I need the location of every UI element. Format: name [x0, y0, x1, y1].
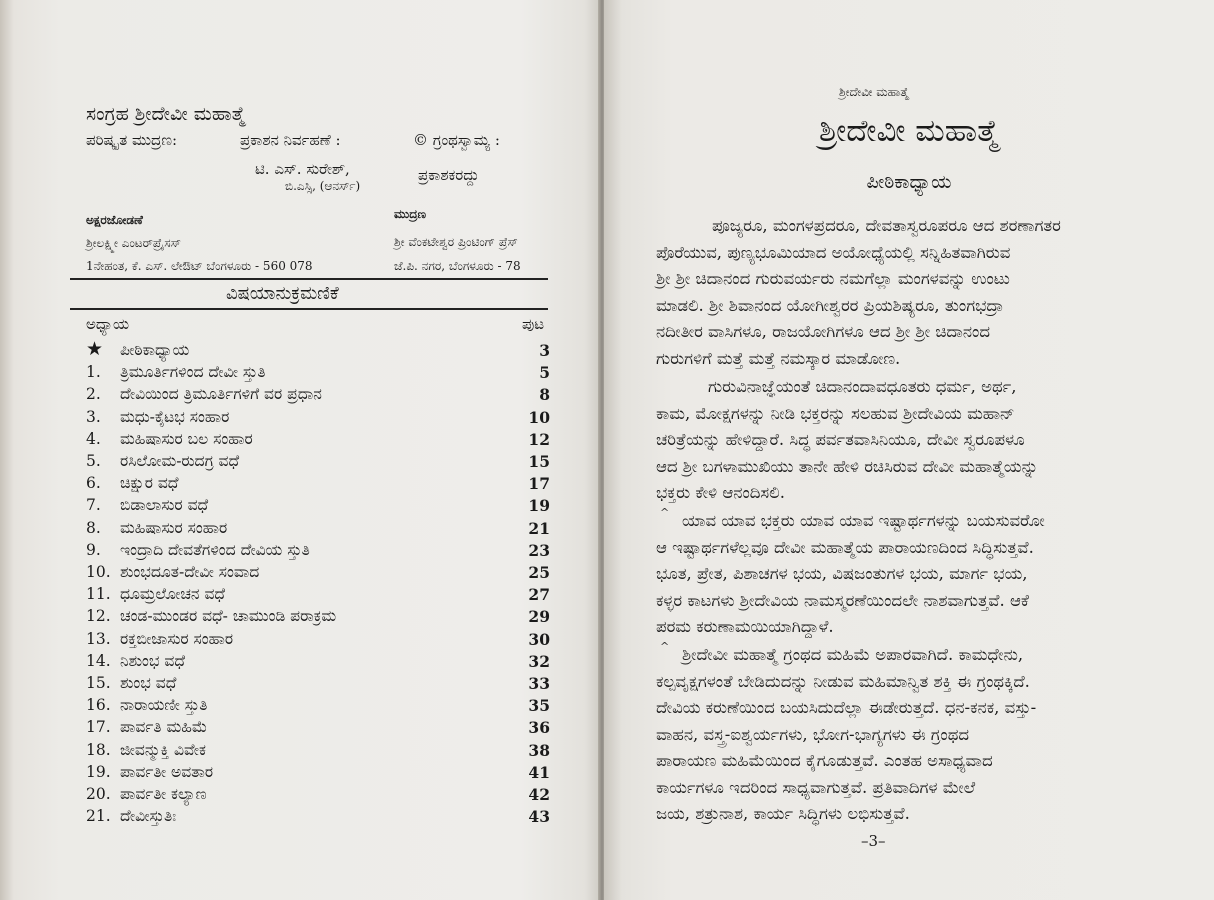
toc-row	[86, 519, 550, 541]
toc-row	[86, 430, 550, 452]
toc-chapter-title: ಮಧು-ಕೈಟಭ ಸಂಹಾರ	[120, 407, 230, 426]
toc-page-number: 38	[528, 740, 550, 760]
toc-row	[86, 585, 550, 607]
toc-row	[86, 652, 550, 674]
toc-page-number: 5	[539, 363, 550, 383]
paragraph-line: ಭೂತ, ಪ್ರೇತ, ಪಿಶಾಚಗಳ ಭಯ, ವಿಷಜಂತುಗಳ ಭಯ, ಮಾರ್ಗ ಭಯ,	[656, 564, 1028, 583]
toc-page-number: 10	[528, 407, 550, 427]
toc-chapter-title: ಮಹಿಷಾಸುರ ಬಲ ಸಂಹಾರ	[120, 429, 253, 448]
toc-chapter-title: ಪಾರ್ವತೀ ಕಲ್ಯಾಣ	[120, 785, 207, 803]
toc-page-number: 42	[528, 785, 550, 804]
toc-chapter-title: ರಕ್ತಬೀಜಾಸುರ ಸಂಹಾರ	[120, 629, 234, 648]
toc-col-chapter: ಅಧ್ಯಾಯ	[86, 315, 130, 333]
toc-chapter-title: ಪಾರ್ವತಿ ಮಹಿಮೆ	[120, 718, 208, 737]
toc-chapter-number: 2.	[86, 385, 101, 404]
toc-chapter-title: ಚಂಡ-ಮುಂಡರ ವಧೆ- ಚಾಮುಂಡಿ ಪರಾಕ್ರಮ	[120, 607, 337, 626]
paragraph-line: ಕಳ್ಳರ ಕಾಟಗಳು ಶ್ರೀದೇವಿಯ ನಾಮಸ್ಮರಣೆಯಿಂದಲೇ ನಾಶವಾಗುತ್ತವೆ. ಆಕೆ	[656, 590, 1029, 610]
paragraph-line: ಪರಮ ಕರುಣಾಮಯಿಯಾಗಿದ್ದಾಳೆ.	[656, 617, 834, 636]
paragraph-line: ಪೂಜ್ಯರೂ, ಮಂಗಳಪ್ರದರೂ, ದೇವತಾಸ್ವರೂಪರೂ ಆದ ಶರಣಾಗತರ	[712, 216, 1061, 235]
paragraph-line: ಶ್ರೀದೇವೀ ಮಹಾತ್ಮೆ ಗ್ರಂಥದ ಮಹಿಮೆ ಅಪಾರವಾಗಿದೆ. ಕಾಮಧೇನು,	[682, 645, 1024, 664]
toc-chapter-number: 1.	[86, 363, 101, 382]
toc-row	[86, 718, 550, 740]
toc-row	[86, 785, 550, 807]
toc-row	[86, 563, 550, 585]
toc-chapter-number: 9.	[86, 540, 101, 559]
printer-name: ಶ್ರೀ ವೆಂಕಟೇಶ್ವರ ಪ್ರಿಂಟಿಂಗ್ ಪ್ರೆಸ್	[394, 235, 518, 249]
toc-page-number: 8	[539, 385, 550, 405]
toc-page-number: 32	[528, 651, 550, 671]
toc-col-page: ಪುಟ	[522, 315, 545, 333]
toc-heading: ವಿಷಯಾನುಕ್ರಮಣಿಕೆ	[226, 283, 339, 304]
toc-page-number: 43	[528, 807, 550, 827]
running-header: ಶ್ರೀದೇವೀ ಮಹಾತ್ಮೆ	[839, 85, 909, 99]
toc-row	[86, 474, 550, 496]
toc-row	[86, 338, 550, 363]
toc-chapter-number: 11.	[86, 585, 111, 604]
page-number: –3–	[861, 832, 886, 850]
paragraph-line: ಮಾಡಲಿ. ಶ್ರೀ ಶಿವಾನಂದ ಯೋಗೀಶ್ವರರ ಪ್ರಿಯಶಿಷ್ಯರೂ, ತುಂಗಭದ್ರಾ	[656, 295, 1004, 315]
toc-row	[86, 807, 550, 829]
paragraph	[656, 374, 1038, 507]
toc-page-number: 17	[528, 474, 550, 494]
toc-chapter-title: ಧೂಮ್ರಲೋಚನ ವಧೆ	[120, 585, 226, 604]
edition-label: ಪರಿಷ್ಕೃತ ಮುದ್ರಣ:	[86, 131, 178, 149]
toc-page-number: 25	[528, 563, 550, 582]
toc-page-number: 12	[528, 429, 550, 449]
toc-chapter-number: 16.	[86, 696, 111, 715]
toc-chapter-number: 12.	[86, 607, 111, 626]
paragraph	[656, 642, 1036, 828]
paragraph-line: ಆದ ಶ್ರೀ ಬಗಳಾಮುಖಿಯು ತಾನೇ ಹೇಳಿ ರಚಿಸಿರುವ ದೇವೀ ಮಹಾತ್ಮೆಯನ್ನು	[656, 456, 1039, 476]
paragraph	[656, 213, 1061, 372]
toc-heading-rule	[70, 308, 548, 310]
typesetting-label: ಅಕ್ಷರಜೋಡಣೆ	[86, 213, 143, 227]
star-icon: ★	[86, 338, 104, 360]
toc-chapter-title: ಚಿಕ್ಷುರ ವಧೆ	[120, 474, 179, 493]
paragraph-line: ಕಾಮ, ಮೋಕ್ಷಗಳನ್ನು ನೀಡಿ ಭಕ್ತರನ್ನು ಸಲಹುವ ಶ್ರೀದೇವಿಯ ಮಹಾನ್	[656, 403, 1015, 423]
toc-page-number: 30	[528, 629, 550, 649]
toc-chapter-number: 14.	[86, 651, 111, 670]
paragraph	[656, 508, 1045, 641]
toc-chapter-number: 4.	[86, 429, 101, 448]
toc-row	[86, 630, 550, 652]
paragraph-line: ಚರಿತ್ರೆಯನ್ನು ಹೇಳಿದ್ದಾರೆ. ಸಿದ್ಧ ಪರ್ವತವಾಸಿನಿಯೂ, ದೇವೀ ಸ್ವರೂಪಳೂ	[656, 430, 1025, 449]
toc-page-number: 33	[528, 674, 550, 693]
toc-chapter-title: ಇಂದ್ರಾದಿ ದೇವತೆಗಳಿಂದ ದೇವಿಯ ಸ್ತುತಿ	[120, 540, 310, 559]
toc-chapter-number: 19.	[86, 762, 111, 781]
toc-chapter-title: ದೇವೀಸ್ತುತಿಃ	[120, 807, 177, 826]
toc-page-number: 3	[539, 341, 550, 360]
copyright-label: © ಗ್ರಂಥಸ್ವಾಮ್ಯ :	[413, 131, 500, 149]
toc-chapter-title: ಮಹಿಷಾಸುರ ಸಂಹಾರ	[120, 518, 228, 537]
toc-chapter-title: ದೇವಿಯಿಂದ ತ್ರಿಮೂರ್ತಿಗಳಿಗೆ ವರ ಪ್ರಧಾನ	[120, 385, 322, 404]
toc-chapter-title: ಬಿಡಾಲಾಸುರ ವಧೆ	[120, 496, 209, 515]
paragraph-line: ದೇವಿಯ ಕರುಣೆಯಿಂದ ಬಯಸಿದುದೆಲ್ಲಾ ಈಡೇರುತ್ತದೆ. ಧನ-ಕನಕ, ವಸ್ತು-	[656, 698, 1037, 717]
toc-chapter-number: 10.	[86, 563, 111, 581]
toc-chapter-number: 8.	[86, 518, 101, 537]
toc-row	[86, 408, 550, 430]
paragraph-line: ಪಾರಾಯಣ ಮಹಿಮೆಯಿಂದ ಕೈಗೂಡುತ್ತವೆ. ಎಂತಹ ಅಸಾಧ್ಯವಾದ	[656, 751, 993, 770]
toc-row	[86, 741, 550, 763]
toc-page-number: 29	[528, 607, 550, 627]
right-page	[604, 0, 1214, 900]
book-title: ಸಂಗ್ರಹ ಶ್ರೀದೇವೀ ಮಹಾತ್ಮೆ	[86, 103, 246, 125]
toc-row	[86, 385, 550, 407]
toc-page-number: 15	[528, 452, 550, 471]
toc-page-number: 35	[528, 696, 550, 716]
marker-icon: ^	[660, 506, 670, 519]
toc-row	[86, 696, 550, 718]
rights-holder: ಪ್ರಕಾಶಕರದ್ದು	[418, 166, 480, 184]
toc-chapter-title: ಪಾರ್ವತೀ ಅವತಾರ	[120, 762, 214, 781]
toc-chapter-title: ರಸಿಲೋಮ-ರುದಗ್ರ ವಧೆ	[120, 452, 240, 470]
toc-page-number: 36	[528, 718, 550, 738]
toc-page-number: 27	[528, 585, 550, 605]
toc-chapter-title: ಜೀವನ್ಮುಕ್ತಿ ವಿವೇಕ	[120, 740, 206, 759]
marker-icon: ^	[660, 640, 670, 653]
toc-chapter-number: 3.	[86, 407, 101, 426]
page-title: ಶ್ರೀದೇವೀ ಮಹಾತ್ಮೆ	[818, 113, 1000, 149]
editor-degree: ಬಿ.ಎಸ್ಸಿ, (ಆನರ್ಸ್)	[285, 179, 361, 193]
paragraph-line: ಕಾರ್ಯಗಳೂ ಇದರಿಂದ ಸಾಧ್ಯವಾಗುತ್ತವೆ. ಪ್ರತಿವಾದಿಗಳ ಮೇಲೆ	[656, 777, 976, 797]
paragraph-line: ಗುರುಗಳಿಗೆ ಮತ್ತೆ ಮತ್ತೆ ನಮಸ್ಕಾರ ಮಾಡೋಣ.	[656, 348, 901, 368]
paragraph-line: ಆ ಇಷ್ಟಾರ್ಥಗಳೆಲ್ಲವೂ ದೇವೀ ಮಹಾತ್ಮೆಯ ಪಾರಾಯಣದಿಂದ ಸಿದ್ಧಿಸುತ್ತವೆ.	[656, 537, 1034, 557]
paragraph-line: ಕಲ್ಪವೃಕ್ಷಗಳಂತೆ ಬೇಡಿದುದನ್ನು ನೀಡುವ ಮಹಿಮಾನ್ವಿತ ಶಕ್ತಿ ಈ ಗ್ರಂಥಕ್ಕಿದೆ.	[656, 671, 1030, 691]
chapter-subtitle: ಪೀಠಿಕಾಧ್ಯಾಯ	[866, 171, 952, 193]
publisher-label: ಪ್ರಕಾಶನ ನಿರ್ವಹಣೆ :	[240, 131, 341, 149]
toc-row	[86, 607, 550, 629]
paragraph-line: ಪೊರೆಯುವ, ಪುಣ್ಯಭೂಮಿಯಾದ ಅಯೋಧ್ಯೆಯಲ್ಲಿ ಸನ್ನಿಹಿತವಾಗಿರುವ	[656, 242, 1011, 262]
printer-address: ಜೆ.ಪಿ. ನಗರ, ಬೆಂಗಳೂರು - 78	[394, 259, 521, 273]
left-page	[0, 0, 600, 900]
toc-chapter-title: ತ್ರಿಮೂರ್ತಿಗಳಿಂದ ದೇವೀ ಸ್ತುತಿ	[120, 363, 266, 382]
toc-chapter-title: ಶುಂಭದೂತ-ದೇವೀ ಸಂವಾದ	[120, 563, 260, 581]
toc-chapter-number: 6.	[86, 474, 101, 493]
paragraph-line: ನದೀತೀರ ವಾಸಿಗಳೂ, ರಾಜಯೋಗಿಗಳೂ ಆದ ಶ್ರೀ ಶ್ರೀ ಚಿದಾನಂದ	[656, 322, 991, 341]
toc-chapter-number: 18.	[86, 740, 111, 759]
toc-row	[86, 541, 550, 563]
toc-row	[86, 763, 550, 785]
paragraph-line: ಗುರುವಿನಾಜ್ಞೆಯಂತೆ ಚಿದಾನಂದಾವಧೂತರು ಧರ್ಮ, ಅರ್ಥ,	[708, 377, 1017, 396]
toc-chapter-number: 5.	[86, 452, 101, 470]
toc-chapter-number: 15.	[86, 674, 111, 692]
printing-label: ಮುದ್ರಣ	[394, 207, 427, 221]
toc-chapter-title: ನಿಶುಂಭ ವಧೆ	[120, 651, 186, 670]
toc-chapter-number: 20.	[86, 785, 111, 803]
toc-chapter-number: 21.	[86, 807, 111, 826]
paragraph-line: ಭಕ್ತರು ಕೇಳಿ ಆನಂದಿಸಲಿ.	[656, 483, 785, 502]
toc-row	[86, 452, 550, 474]
toc-chapter-number: 7.	[86, 496, 101, 515]
toc-chapter-number: 17.	[86, 718, 111, 737]
toc-row	[86, 674, 550, 696]
paragraph-line: ಜಯ, ಶತ್ರುನಾಶ, ಕಾರ್ಯ ಸಿದ್ಧಿಗಳು ಲಭಿಸುತ್ತವೆ.	[656, 804, 910, 823]
top-rule	[70, 278, 548, 280]
toc-chapter-title: ಶುಂಭ ವಧೆ	[120, 674, 177, 692]
paragraph-line: ಶ್ರೀ ಶ್ರೀ ಚಿದಾನಂದ ಗುರುವರ್ಯರು ನಮಗೆಲ್ಲಾ ಮಂಗಳವನ್ನು ಉಂಟು	[656, 269, 1010, 288]
toc-page-number: 19	[528, 496, 550, 516]
paragraph-line: ವಾಹನ, ವಸ್ತ್ರ-ಐಶ್ವರ್ಯಗಳು, ಭೋಗ-ಭಾಗ್ಯಗಳು ಈ ಗ್ರಂಥದ	[656, 724, 970, 744]
toc-row	[86, 496, 550, 518]
paragraph-line: ಯಾವ ಯಾವ ಭಕ್ತರು ಯಾವ ಯಾವ ಇಷ್ಟಾರ್ಥಗಳನ್ನು ಬಯಸುವರೋ	[682, 511, 1045, 530]
typesetter-address: 1ನೇಹಂತ, ಕೆ. ಎಸ್. ಲೇಔಟ್ ಬೆಂಗಳೂರು - 560 078	[86, 259, 313, 273]
toc-page-number: 23	[528, 540, 550, 560]
typesetter-name: ಶ್ರೀಲಕ್ಷ್ಮೀ ಎಂಟರ್‌ಪ್ರೈಸಸ್	[86, 236, 181, 250]
toc-chapter-number: 13.	[86, 629, 111, 648]
toc-chapter-title: ನಾರಾಯಣೀ ಸ್ತುತಿ	[120, 696, 208, 715]
toc-page-number: 21	[528, 518, 550, 538]
toc-chapter-title: ಪೀಠಿಕಾಧ್ಯಾಯ	[120, 341, 190, 359]
toc-row	[86, 363, 550, 385]
toc-page-number: 41	[528, 762, 550, 782]
editor-name: ಟಿ. ಎಸ್. ಸುರೇಶ್,	[255, 160, 350, 178]
